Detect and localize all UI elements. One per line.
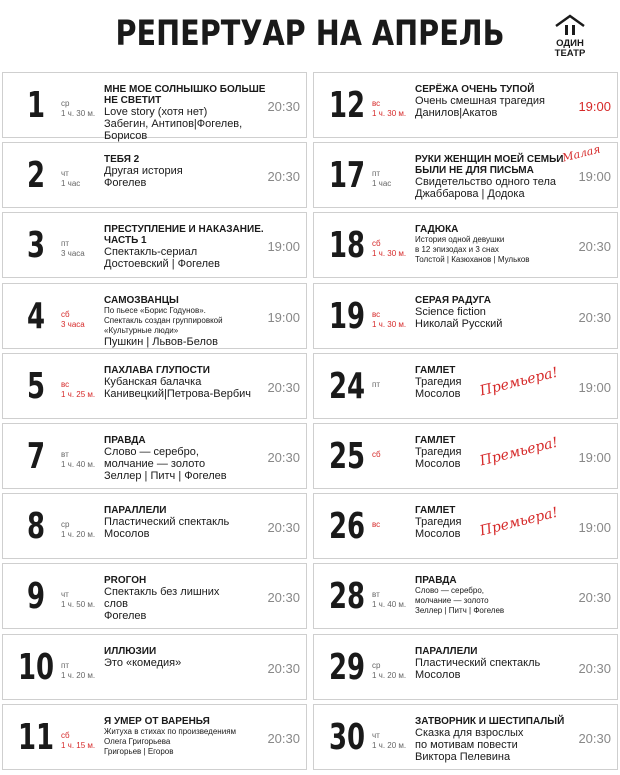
show-note: Толстой | Казюханов | Мульков xyxy=(415,255,530,265)
show-info xyxy=(415,84,577,119)
show-time: 20:30 xyxy=(578,660,611,676)
day-number: 24 xyxy=(329,365,366,407)
day-meta xyxy=(372,731,406,751)
show-line: Очень смешная трагедия xyxy=(415,95,545,107)
show-info xyxy=(415,716,577,763)
day-meta xyxy=(61,731,95,751)
schedule-row[interactable] xyxy=(2,493,307,559)
day-meta xyxy=(61,99,95,119)
duration: 1 ч. 40 м. xyxy=(61,460,96,469)
show-line: Николай Русский xyxy=(415,317,503,330)
show-time: 19:00 xyxy=(578,450,611,465)
weekday: вс xyxy=(61,379,70,389)
show-info xyxy=(104,154,266,189)
show-time: 19:00 xyxy=(578,379,611,395)
weekday: пт xyxy=(61,660,69,670)
weekday: сб xyxy=(372,450,381,459)
duration: 1 ч. 15 м. xyxy=(61,740,96,750)
show-line: Забегин, Антипов|Фогелев, Борисов xyxy=(104,118,243,142)
show-time: 20:30 xyxy=(578,730,611,746)
duration: 1 ч. 30 м. xyxy=(61,109,96,118)
show-line: Мосолов xyxy=(415,387,461,400)
show-title: ПАРАЛЛЕЛИ xyxy=(415,645,478,657)
show-time: 20:30 xyxy=(267,520,300,536)
day-number: 2 xyxy=(26,155,46,197)
show-line: Фогелев xyxy=(104,610,147,623)
show-info xyxy=(104,575,266,622)
weekday: ср xyxy=(61,520,70,530)
show-info xyxy=(415,154,577,200)
show-time: 20:30 xyxy=(578,590,611,606)
day-number: 18 xyxy=(329,225,366,267)
show-line: Кубанская балачка xyxy=(104,375,202,388)
day-number: 29 xyxy=(329,646,366,688)
show-info xyxy=(415,575,577,616)
day-number: 25 xyxy=(329,436,366,477)
show-info xyxy=(104,646,266,669)
show-note: История одной девушки xyxy=(415,235,505,245)
show-title: ПРАВДА xyxy=(104,435,146,446)
show-line: Свидетельство одного тела xyxy=(415,176,556,189)
schedule-row[interactable] xyxy=(2,72,307,142)
show-line: Зеллер | Питч | Фогелев xyxy=(104,470,227,482)
day-number: 30 xyxy=(329,716,366,758)
weekday: вс xyxy=(372,99,381,108)
weekday: вс xyxy=(372,520,381,530)
show-title: ГАМЛЕТ xyxy=(415,364,456,376)
weekday: ср xyxy=(61,99,70,108)
schedule-row[interactable] xyxy=(313,634,618,700)
show-line: Сказка для взрослых xyxy=(415,726,524,739)
show-line: Спектакль-сериал xyxy=(104,246,198,259)
show-title: ЗАТВОРНИК И ШЕСТИПАЛЫЙ xyxy=(415,715,565,727)
show-line: Science fiction xyxy=(415,305,486,318)
show-time: 20:30 xyxy=(267,590,300,606)
show-title: ГАМЛЕТ xyxy=(415,435,456,446)
left-column xyxy=(2,72,307,774)
show-line: Спектакль без лишних xyxy=(104,586,220,599)
day-meta xyxy=(372,380,380,390)
day-number: 12 xyxy=(329,85,366,126)
stamp-label: Премьера! xyxy=(478,504,560,540)
weekday: пт xyxy=(372,379,380,389)
weekday: пт xyxy=(372,169,380,179)
show-note: молчание — золото xyxy=(415,596,489,606)
schedule-row[interactable] xyxy=(2,423,307,489)
day-meta xyxy=(61,520,95,540)
show-note: По пьесе «Борис Годунов». xyxy=(104,305,206,315)
show-line: Love story (хотя нет) xyxy=(104,106,208,118)
show-title: РУКИ ЖЕНЩИН МОЕЙ СЕМЬИ БЫЛИ НЕ ДЛЯ ПИСЬМА xyxy=(415,154,564,177)
house-icon xyxy=(554,14,586,36)
day-meta xyxy=(372,520,380,530)
show-line: Трагедия xyxy=(415,516,462,529)
schedule-row[interactable] xyxy=(2,142,307,208)
show-line: Мосолов xyxy=(415,668,461,681)
day-meta xyxy=(372,450,381,460)
show-time: 19:00 xyxy=(578,169,611,185)
weekday: чт xyxy=(61,590,69,600)
show-time: 20:30 xyxy=(267,379,300,395)
show-line: Мосолов xyxy=(415,528,461,541)
show-note: Слово — серебро, xyxy=(415,586,484,596)
show-time: 20:30 xyxy=(267,99,300,114)
show-line: Мосолов xyxy=(104,528,150,541)
show-time: 20:30 xyxy=(267,730,300,746)
stamp-label: Премьера! xyxy=(478,434,560,470)
duration: 1 ч. 50 м. xyxy=(61,600,96,610)
show-info xyxy=(104,435,266,482)
show-info xyxy=(104,505,266,540)
duration: 1 ч. 20 м. xyxy=(61,530,96,540)
day-number: 9 xyxy=(26,576,46,618)
weekday: сб xyxy=(372,239,381,249)
page-title: РЕПЕРТУАР НА АПРЕЛЬ xyxy=(115,14,505,54)
day-number: 8 xyxy=(26,506,46,548)
show-line: Пластический спектакль xyxy=(415,656,541,669)
schedule-row[interactable] xyxy=(2,283,307,349)
day-meta xyxy=(372,169,391,189)
duration: 1 ч. 20 м. xyxy=(372,670,407,680)
show-line: молчание — золото xyxy=(104,458,206,470)
show-info xyxy=(415,224,577,265)
duration: 1 ч. 30 м. xyxy=(372,319,407,329)
day-number: 5 xyxy=(26,365,46,407)
day-number: 11 xyxy=(18,716,55,758)
duration: 1 ч. 30 м. xyxy=(372,109,407,118)
schedule-row[interactable] xyxy=(2,634,307,700)
day-number: 10 xyxy=(18,646,55,688)
day-meta xyxy=(61,310,85,330)
duration: 1 ч. 40 м. xyxy=(372,600,407,610)
show-time: 20:30 xyxy=(578,239,611,255)
show-note: в 12 эпизодах и 3 снах xyxy=(415,245,499,255)
schedule-row[interactable] xyxy=(313,423,618,489)
show-info xyxy=(104,295,266,348)
duration: 3 часа xyxy=(61,319,85,329)
show-title: ГАДЮКА xyxy=(415,224,459,236)
day-number: 7 xyxy=(26,436,46,477)
schedule-row[interactable] xyxy=(2,212,307,278)
schedule-row[interactable] xyxy=(313,72,618,138)
show-line: Канивецкий|Петрова-Вербич xyxy=(104,387,252,400)
show-line: Пластический спектакль xyxy=(104,516,230,529)
day-number: 19 xyxy=(329,295,366,337)
day-meta xyxy=(61,169,80,189)
day-number: 1 xyxy=(26,85,46,126)
day-meta xyxy=(372,590,406,610)
show-line: Виктора Пелевина xyxy=(415,750,511,763)
show-line: Мосолов xyxy=(415,458,461,470)
show-time: 20:30 xyxy=(267,169,300,185)
day-number: 3 xyxy=(26,225,46,267)
repertoire-grid xyxy=(2,72,618,774)
show-note: Григорьев | Егоров xyxy=(104,746,174,756)
schedule-row[interactable] xyxy=(313,283,618,349)
stamp-label: Малая xyxy=(561,142,602,165)
duration: 3 часа xyxy=(61,249,85,259)
show-line: Данилов|Акатов xyxy=(415,107,498,119)
show-title: ИЛЛЮЗИИ xyxy=(104,645,157,657)
show-info xyxy=(104,365,266,400)
show-title: ПАРАЛЛЕЛИ xyxy=(104,505,167,517)
duration: 1 ч. 25 м. xyxy=(61,389,96,399)
day-number: 4 xyxy=(26,295,46,337)
show-title: PROГОН xyxy=(104,575,147,587)
duration: 1 ч. 30 м. xyxy=(372,249,407,259)
show-title: САМОЗВАНЦЫ xyxy=(104,294,179,306)
show-info xyxy=(104,224,266,270)
show-line: по мотивам повести xyxy=(415,738,518,751)
show-info xyxy=(104,84,266,142)
day-meta xyxy=(61,239,85,259)
show-line: Слово — серебро, xyxy=(104,446,199,458)
show-title: ГАМЛЕТ xyxy=(415,505,456,517)
show-title: ТЕБЯ 2 xyxy=(104,154,140,166)
show-time: 19:00 xyxy=(267,239,300,255)
duration: 1 час xyxy=(372,179,392,189)
weekday: пт xyxy=(61,239,69,249)
show-info xyxy=(415,295,577,330)
show-note: Зеллер | Питч | Фогелев xyxy=(415,606,505,616)
show-info xyxy=(104,716,266,757)
show-title: Я УМЕР ОТ ВАРЕНЬЯ xyxy=(104,715,210,727)
show-time: 19:00 xyxy=(267,309,300,325)
schedule-row[interactable] xyxy=(313,142,618,208)
schedule-row[interactable] xyxy=(2,704,307,770)
schedule-row[interactable] xyxy=(313,704,618,770)
show-note: Спектакль создан группировкой xyxy=(104,315,223,325)
duration: 1 час xyxy=(61,179,81,189)
weekday: чт xyxy=(372,730,380,740)
show-title: МНЕ МОЕ СОЛНЫШКО БОЛЬШЕ НЕ СВЕТИТ xyxy=(104,84,266,106)
show-info xyxy=(415,646,577,681)
show-line: слов xyxy=(104,598,129,611)
day-number: 26 xyxy=(329,506,366,548)
day-meta xyxy=(372,239,406,259)
day-meta xyxy=(61,450,95,470)
show-time: 20:30 xyxy=(267,450,300,465)
show-title: ПРЕСТУПЛЕНИЕ И НАКАЗАНИЕ. ЧАСТЬ 1 xyxy=(104,224,264,247)
day-meta xyxy=(372,99,406,119)
show-note: «Культурные люди» xyxy=(104,325,179,335)
weekday: сб xyxy=(61,309,70,319)
schedule-row[interactable] xyxy=(2,353,307,419)
weekday: ср xyxy=(372,660,381,670)
weekday: вс xyxy=(372,309,381,319)
schedule-row[interactable] xyxy=(313,493,618,559)
show-note: Олега Григорьева xyxy=(104,736,171,746)
stamp-label: Премьера! xyxy=(478,364,560,400)
day-meta xyxy=(372,310,406,330)
schedule-row[interactable] xyxy=(313,212,618,278)
weekday: вт xyxy=(372,590,380,600)
show-line: Трагедия xyxy=(415,446,462,458)
weekday: вт xyxy=(61,450,69,459)
show-title: ПРАВДА xyxy=(415,575,457,587)
show-line: Другая история xyxy=(104,165,183,178)
duration: 1 ч. 20 м. xyxy=(372,740,407,750)
show-line: Джаббарова | Додока xyxy=(415,188,525,201)
weekday: чт xyxy=(61,169,69,179)
day-meta xyxy=(61,590,95,610)
show-note: Житуха в стихах по произведениям xyxy=(104,726,237,736)
show-time: 20:30 xyxy=(578,309,611,325)
show-line: Пушкин | Львов-Белов xyxy=(104,335,219,348)
theatre-logo xyxy=(548,14,592,60)
show-line: Это «комедия» xyxy=(104,656,182,669)
day-meta xyxy=(61,380,95,400)
show-time: 19:00 xyxy=(578,520,611,536)
schedule-row[interactable] xyxy=(313,563,618,629)
show-line: Достоевский | Фогелев xyxy=(104,258,221,271)
show-line: Фогелев xyxy=(104,177,147,190)
schedule-row[interactable] xyxy=(2,563,307,629)
schedule-row[interactable] xyxy=(313,353,618,419)
show-time: 20:30 xyxy=(267,660,300,676)
right-column xyxy=(313,72,618,774)
show-title: СЕРЁЖА ОЧЕНЬ ТУПОЙ xyxy=(415,84,535,95)
show-time: 19:00 xyxy=(578,99,611,114)
day-meta xyxy=(61,661,95,681)
show-title: СЕРАЯ РАДУГА xyxy=(415,294,491,306)
day-number: 28 xyxy=(329,576,366,618)
day-meta xyxy=(372,661,406,681)
weekday: сб xyxy=(61,730,70,740)
duration: 1 ч. 20 м. xyxy=(61,670,96,680)
logo-line2: ТЕАТР xyxy=(554,48,586,59)
logo-line1: ОДИН xyxy=(556,38,584,49)
show-line: Трагедия xyxy=(415,375,462,388)
day-number: 17 xyxy=(329,155,366,197)
show-title: ПАХЛАВА ГЛУПОСТИ xyxy=(104,364,210,376)
